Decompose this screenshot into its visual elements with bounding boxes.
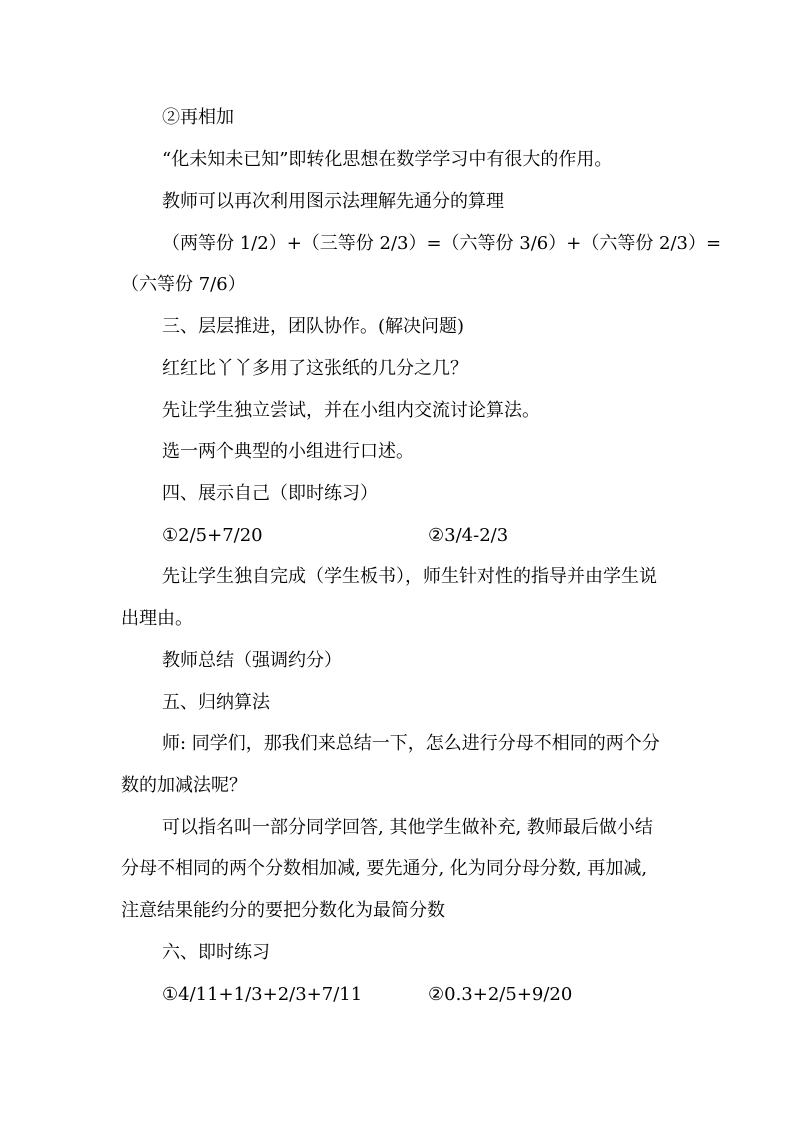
teacher-question-2: 数的加减法呢？	[121, 775, 247, 796]
self-complete-text-1: 先让学生独自完成（学生板书），师生针对性的指导并由学生说	[162, 566, 657, 587]
equation-line-2: （六等份 7/6）	[121, 274, 246, 295]
exercise-6-1: ①4/11+1/3+2/3+7/11	[162, 984, 363, 1005]
answer-text-2: 分母不相同的两个分数相加减, 要先通分, 化为同分母分数, 再加减,	[121, 858, 648, 879]
teacher-question-1: 师: 同学们，那我们来总结一下，怎么进行分母不相同的两个分	[162, 733, 660, 754]
section-3-heading: 三、层层推进，团队协作。(解决问题)	[162, 316, 465, 337]
teacher-summary: 教师总结（强调约分）	[162, 650, 342, 671]
problem-question: 红红比丫丫多用了这张纸的几分之几？	[162, 358, 468, 379]
equation-line-1: （两等份 1/2）+（三等份 2/3）=（六等份 3/6）+（六等份 2/3）=	[162, 233, 722, 254]
answer-text-3: 注意结果能约分的要把分数化为最简分数	[121, 900, 445, 921]
step-2-add: ②再相加	[162, 107, 234, 128]
section-5-heading: 五、归纳算法	[162, 692, 270, 713]
exercise-4-2: ②3/4-2/3	[428, 525, 509, 546]
exercise-6-2: ②0.3+2/5+9/20	[428, 984, 573, 1005]
diagram-method-text: 教师可以再次利用图示法理解先通分的算理	[162, 191, 504, 212]
group-present-text: 选一两个典型的小组进行口述。	[162, 441, 414, 462]
section-4-heading: 四、展示自己（即时练习）	[162, 483, 378, 504]
section-6-heading: 六、即时练习	[162, 942, 270, 963]
independent-try-text: 先让学生独立尝试，并在小组内交流讨论算法。	[162, 400, 540, 421]
answer-text-1: 可以指名叫一部分同学回答, 其他学生做补充, 教师最后做小结	[162, 817, 653, 838]
self-complete-text-2: 出理由。	[121, 608, 193, 629]
exercise-4-1: ①2/5+7/20	[162, 525, 263, 546]
transform-idea-text: “化未知未已知”即转化思想在数学学习中有很大的作用。	[162, 149, 613, 170]
